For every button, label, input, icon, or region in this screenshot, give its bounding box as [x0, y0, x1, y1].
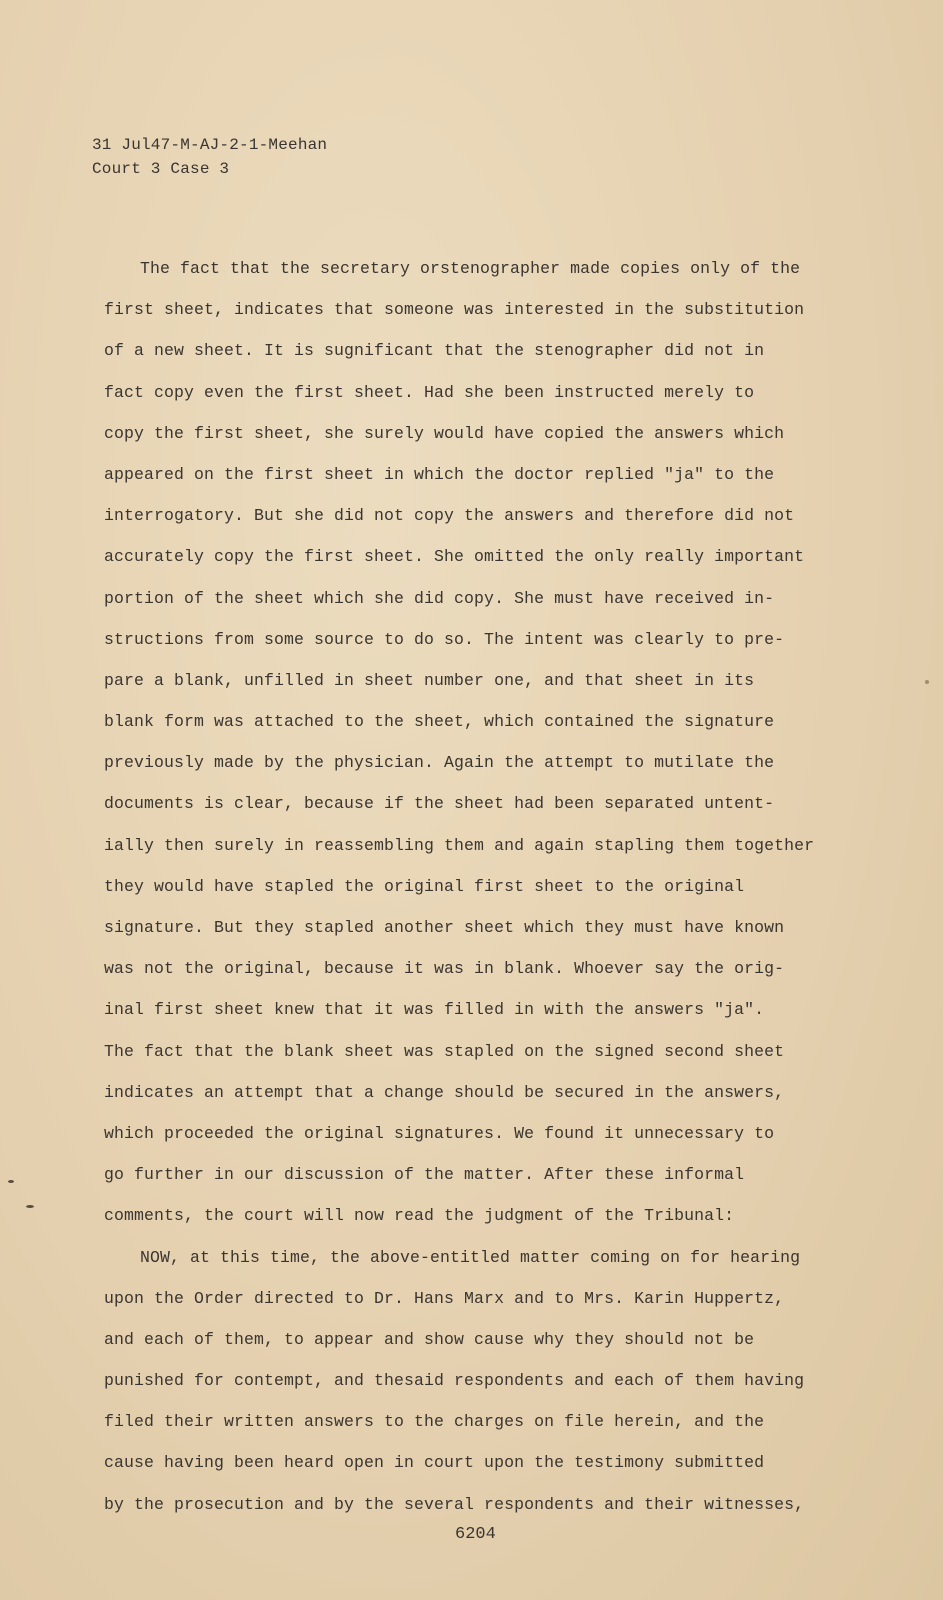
- text-line: first sheet, indicates that someone was interested in the substitution: [104, 300, 805, 320]
- text-line: of a new sheet. It is sugnificant that the stenographer did not in: [104, 341, 765, 361]
- text-line: indicates an attempt that a change should be secured in the answers,: [104, 1082, 785, 1102]
- text-line: go further in our discussion of the matter. After these informal: [104, 1165, 745, 1185]
- text-line: they would have stapled the original first sheet to the original: [104, 876, 745, 896]
- text-line: by the prosecution and by the several respondents and their witnesses,: [104, 1494, 805, 1514]
- text-line: appeared on the first sheet in which the doctor replied "ja" to the: [104, 464, 775, 484]
- text-line: filed their written answers to the charges on file herein, and the: [104, 1412, 765, 1432]
- text-line: interrogatory. But she did not copy the answers and therefore did not: [104, 506, 795, 526]
- text-line: structions from some source to do so. The intent was clearly to pre-: [104, 629, 785, 649]
- page-number: 6204: [455, 1525, 496, 1544]
- text-line: was not the original, because it was in blank. Whoever say the orig-: [104, 959, 785, 979]
- text-line: copy the first sheet, she surely would have copied the answers which: [104, 423, 785, 443]
- text-line: which proceeded the original signatures. We found it unnecessary to: [104, 1123, 775, 1143]
- text-line: ially then surely in reassembling them and again stapling them together: [104, 835, 815, 855]
- paper-speck: [8, 1180, 14, 1183]
- document-header: [92, 133, 327, 181]
- text-line: The fact that the blank sheet was stapled on the signed second sheet: [104, 1041, 785, 1061]
- text-line: signature. But they stapled another sheet which they must have known: [104, 918, 785, 937]
- text-line: blank form was attached to the sheet, which contained the signature: [104, 712, 775, 732]
- text-line: portion of the sheet which she did copy. She must have received in-: [104, 588, 775, 608]
- paper-speck: [26, 1205, 34, 1208]
- text-line: The fact that the secretary orstenographer made copies only of the: [140, 259, 801, 278]
- text-line: previously made by the physician. Again the attempt to mutilate the: [104, 753, 775, 773]
- text-line: documents is clear, because if the sheet had been separated untent-: [104, 794, 775, 814]
- transcript-body: [104, 248, 834, 1525]
- text-line: upon the Order directed to Dr. Hans Marx and to Mrs. Karin Huppertz,: [104, 1288, 785, 1308]
- header-reference-line: 31 Jul47-M-AJ-2-1-Meehan: [92, 136, 328, 154]
- text-line: fact copy even the first sheet. Had she been instructed merely to: [104, 382, 755, 402]
- text-line: and each of them, to appear and show cause why they should not be: [104, 1329, 755, 1349]
- text-line: accurately copy the first sheet. She omitted the only really important: [104, 547, 805, 567]
- text-line: inal first sheet knew that it was filled in with the answers "ja".: [104, 1000, 765, 1020]
- text-line: punished for contempt, and thesaid respondents and each of them having: [104, 1371, 805, 1391]
- text-line: pare a blank, unfilled in sheet number one, and that sheet in its: [104, 670, 755, 690]
- text-line: NOW, at this time, the above-entitled matter coming on for hearing: [140, 1247, 801, 1267]
- header-court-case-line: Court 3 Case 3: [92, 160, 230, 178]
- text-line: comments, the court will now read the judgment of the Tribunal:: [104, 1206, 735, 1226]
- text-line: cause having been heard open in court upon the testimony submitted: [104, 1453, 765, 1473]
- paper-speck: [925, 680, 929, 684]
